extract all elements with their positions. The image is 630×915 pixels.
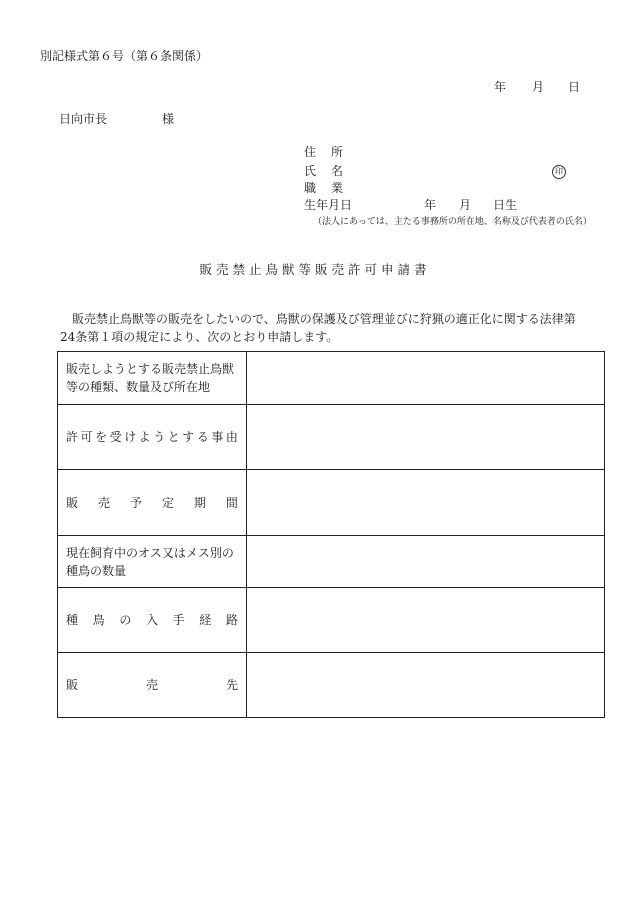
row-label-period xyxy=(58,470,247,536)
spread-label xyxy=(66,676,238,694)
label-char: る xyxy=(196,430,209,444)
row-label-reason xyxy=(58,405,247,470)
label-char: 鳥 xyxy=(92,613,105,627)
application-statement: 販売禁止鳥獣等の販売をしたいので、鳥獣の保護及び管理並びに狩猟の適正化に関する法律第24条第１項の規定により、次のとおり申請します。 xyxy=(60,312,576,344)
addressee-name: 日向市長 xyxy=(59,112,108,126)
row-label-breeding-stock: 現在飼育中のオス又はメス別の種鳥の数量 xyxy=(58,536,247,588)
label-char: 路 xyxy=(225,613,238,627)
label-char: 由 xyxy=(225,430,238,444)
row-label-buyer xyxy=(58,653,247,718)
table-row xyxy=(58,405,605,470)
label-char: 先 xyxy=(225,678,238,692)
date-month-label: 月 xyxy=(532,80,545,94)
dob-month-label: 月 xyxy=(459,198,472,212)
spread-label xyxy=(66,494,238,512)
row-label-items: 販売しようとする販売禁止鳥獣等の種類、数量及び所在地 xyxy=(58,352,247,405)
table-row xyxy=(58,653,605,718)
date-day-label: 日 xyxy=(568,80,581,94)
label-char: と xyxy=(167,430,180,444)
table-row xyxy=(58,588,605,653)
application-table xyxy=(57,351,605,718)
label-char: 手 xyxy=(172,613,185,627)
label-char: 事 xyxy=(211,430,224,444)
spread-label xyxy=(66,428,238,446)
seal-icon: 印 xyxy=(552,165,566,179)
label-char: う xyxy=(153,430,166,444)
label-char: す xyxy=(182,430,195,444)
seal-mark xyxy=(552,165,566,179)
label-char: 売 xyxy=(145,678,158,692)
label-char: 売 xyxy=(97,495,110,510)
dob-label: 生年月日 xyxy=(304,198,353,212)
table-row xyxy=(58,536,605,588)
row-value-items[interactable] xyxy=(247,352,605,405)
document-title: 販売禁止鳥獣等販売許可申請書 xyxy=(199,262,431,277)
table-row xyxy=(58,352,605,405)
label-char: 可 xyxy=(80,430,93,444)
row-value-buyer[interactable] xyxy=(247,653,605,718)
row-value-reason[interactable] xyxy=(247,405,605,470)
dob-suffix-label: 日生 xyxy=(493,198,518,212)
label-char: を xyxy=(95,430,108,444)
label-char: 間 xyxy=(225,495,238,510)
label-char: 販 xyxy=(66,495,79,510)
label-char: よ xyxy=(138,430,151,444)
address-label: 住所 xyxy=(304,145,359,159)
label-char: 定 xyxy=(161,495,174,510)
row-value-breeding-stock[interactable] xyxy=(247,536,605,588)
label-char: 販 xyxy=(66,678,79,692)
table-row xyxy=(58,470,605,536)
occupation-label: 職業 xyxy=(304,181,359,195)
label-char: 期 xyxy=(193,495,206,510)
addressee-honorific: 様 xyxy=(162,112,175,126)
form-label: 別記様式第６号（第６条関係） xyxy=(40,49,209,63)
name-label: 氏名 xyxy=(304,164,359,178)
label-char: け xyxy=(124,430,137,444)
label-char: の xyxy=(119,613,132,627)
dob-year-label: 年 xyxy=(424,198,437,212)
label-char: 予 xyxy=(129,495,142,510)
corporate-note: （法人にあっては、主たる事務所の所在地、名称及び代表者の氏名） xyxy=(313,217,592,227)
date-year-label: 年 xyxy=(494,80,507,94)
spread-label xyxy=(66,611,238,629)
row-value-source[interactable] xyxy=(247,588,605,653)
label-char: 受 xyxy=(109,430,122,444)
label-char: 入 xyxy=(145,613,158,627)
row-value-period[interactable] xyxy=(247,470,605,536)
label-char: 経 xyxy=(199,613,212,627)
label-char: 種 xyxy=(66,613,79,627)
label-char: 許 xyxy=(66,430,79,444)
row-label-source xyxy=(58,588,247,653)
